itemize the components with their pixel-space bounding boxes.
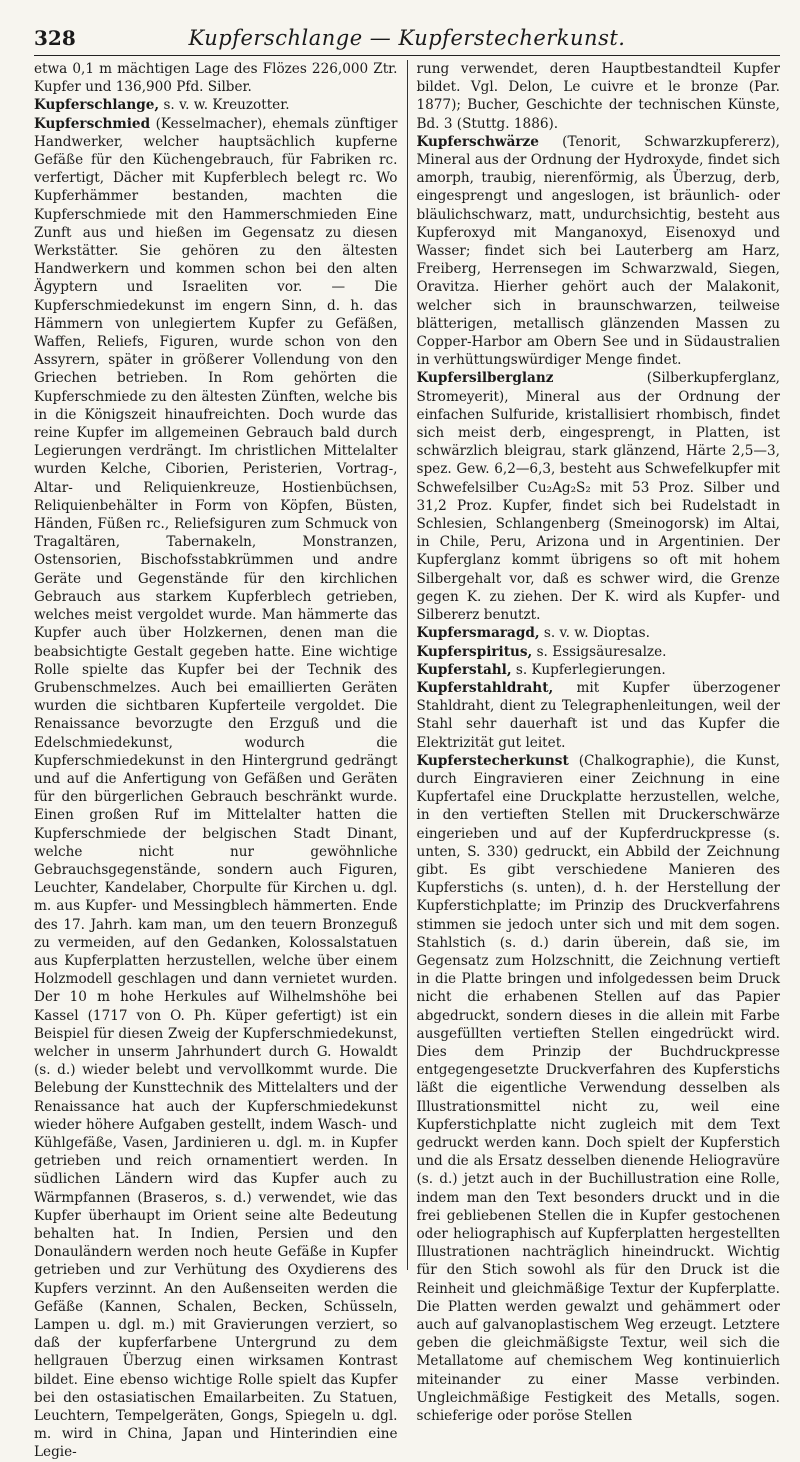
left-column — [34, 60, 406, 1461]
running-title: Kupferschlange — Kupferstecherkunst. — [188, 26, 626, 50]
entry-paragraph — [416, 60, 780, 133]
entry-paragraph — [416, 624, 780, 642]
entry-headword: Kupferstahldraht, — [416, 679, 554, 696]
entry-text: (Chalkographie), die Kunst, durch Eingravieren einer Zeichnung in eine Kupfertafel eine Druckplatte herzustellen, welche, in den vertieften Stellen mit Druckerschwärze eingerieben und auf der Kupferdruckpresse (s. unten, S. 330) gedruckt, ein Abbild der Zeichnung gibt. Es gibt verschiedene Manieren des Kupferstichs (s. unten), d. h. der Herstellung der Kupferstichplatte; im Prinzip des Druckverfahrens stimmen sie jedoch unter sich und mit dem sogen. Stahlstich (s. d.) darin überein, daß sie, im Gegensatz zum Holzschnitt, die Zeichnung vertieft in die Platte bringen und infolgedessen beim Druck nicht die erhabenen Stellen auf das Papier abgedruckt, sondern dieses in die allein mit Farbe ausgefüllten vertieften Stellen eingedrückt wird. Dies dem Prinzip der Buchdruckpresse entgegengesetzte Druckverfahren des Kupferstichs läßt die eigentliche Verwendung desselben als Illustrationsmittel nicht zu, weil eine Kupferstichplatte nicht zugleich mit dem Text gedruckt werden kann. Doch spielt der Kupferstich und die als Ersatz desselben dienende Heliogravüre (s. d.) jetzt auch in der Buchillustration eine Rolle, indem man den Text besonders druckt und in die frei gebliebenen Stellen die in Kupfer gestochenen oder heliographisch auf Kupferplatten hergestellten Illustrationen nachträglich hineindruckt. Wichtig für den Stich sowohl als für den Druck ist die Reinheit und gleichmäßige Textur der Kupferplatte. Die Platten werden gewalzt und gehämmert oder auch auf galvanoplastischem Weg erzeugt. Letztere geben die gleichmäßigste Textur, weil sich die Metallatome auf chemischem Weg kontinuierlich miteinander zu einer Masse verbinden. Ungleichmäßige Festigkeit des Metalls, sogen. schieferige oder poröse Stellen — [416, 752, 780, 1425]
entry-paragraph — [34, 60, 398, 96]
entry-headword: Kupferstahl, — [416, 661, 512, 678]
entry-headword: Kupfersmaragd, — [416, 625, 540, 642]
entry-headword: Kupferschmied — [34, 115, 151, 132]
entry-paragraph — [416, 752, 780, 1426]
text-columns — [34, 60, 780, 1461]
entry-paragraph — [34, 96, 398, 114]
entry-paragraph — [416, 369, 780, 624]
entry-headword: Kupferstecherkunst — [416, 752, 569, 769]
entry-paragraph — [416, 679, 780, 752]
entry-text: (Silberkupferglanz, Stromeyerit), Mineral aus der Ordnung der einfachen Sulfuride, kristallisiert rhombisch, findet sich meist derb, eingesprengt, in Platten, ist schwärzlich bleigrau, stark glänzend, Härte 2,5—3, spez. Gew. 6,2—6,3, besteht aus Schwefelkupfer mit Schwefelsilber Cu₂Ag₂S₂ mit 53 Proz. Silber und 31,2 Proz. Kupfer, findet sich bei Rudelstadt in Schlesien, Schlangenberg (Smeinogorsk) im Altai, in Chile, Peru, Arizona und in Argentinien. Der Kupferglanz kommt übrigens so oft mit hohem Silbergehalt vor, daß es schwer wird, die Grenze gegen K. zu ziehen. Der K. wird als Kupfer- und Silbererz benutzt. — [416, 370, 780, 624]
entry-text: s. Kupferlegierungen. — [511, 661, 666, 678]
entry-text: s. v. w. Kreuzotter. — [159, 97, 290, 114]
right-column — [408, 60, 780, 1425]
entry-headword: Kupferschwärze — [416, 133, 539, 150]
entry-paragraph — [416, 133, 780, 370]
entry-paragraph — [416, 643, 780, 661]
page-header — [34, 16, 780, 56]
column-divider — [407, 60, 408, 1270]
entry-text: rung verwendet, deren Hauptbestandteil Kupfer bildet. Vgl. Delon, Le cuivre et le bronze (Par. 1877); Bucher, Geschichte der technischen Künste, Bd. 3 (Stuttg. 1886). — [416, 61, 780, 132]
entry-text: s. Essigsäuresalze. — [532, 643, 667, 660]
entry-text: s. v. w. Dioptas. — [539, 625, 650, 642]
entry-text: mit Kupfer überzogener Stahldraht, dient zu Telegraphenleitungen, weil der Stahl sehr dauerhaft ist und das Kupfer die Elektrizität gut leitet. — [416, 679, 780, 751]
entry-text: etwa 0,1 m mächtigen Lage des Flözes 226,000 Ztr. Kupfer und 136,900 Pfd. Silber. — [34, 61, 398, 96]
entry-text: (Kesselmacher), ehemals zünftiger Handwerker, welcher hauptsächlich kupferne Gefäße für den Küchengebrauch, für Fabriken rc. verfertigt, Dächer mit Kupferblech belegt rc. Wo Kupferhämmer bestanden, machten die Kupferschmiede mit den Hammerschmieden Eine Zunft aus und hießen im Gegensatz zu diesen Werkstätter. Sie gehören zu den ältesten Handwerkern und kommen schon bei den alten Ägyptern und Israeliten vor. — Die Kupferschmiedekunst im engern Sinn, d. h. das Hämmern von unlegiertem Kupfer zu Gefäßen, Waffen, Reliefs, Figuren, wurde schon von den Assyrern, später in größerer Vollendung von den Griechen betrieben. In Rom gehörten die Kupferschmiede zu den ältesten Zünften, welche bis in die Königszeit hinaufreichten. Doch wurde das reine Kupfer im allgemeinen Gebrauch bald durch Legierungen verdrängt. Im christlichen Mittelalter wurden Kelche, Ciborien, Peristerien, Vortrag-, Altar- und Reliquienkreuze, Hostienbüchsen, Reliquienbehälter in Form von Köpfen, Büsten, Händen, Füßen rc., Reliefsiguren zum Schmuck von Tragaltären, Tabernakeln, Monstranzen, Ostensorien, Bischofsstabkrümmen und andre Geräte und Gegenstände für den kirchlichen Gebrauch aus starkem Kupferblech getrieben, welches meist vergoldet wurde. Man hämmerte das Kupfer auch über Holzkernen, denen man die beabsichtigte Gestalt gegeben hatte. Eine wichtige Rolle spielte das Kupfer bei der Technik des Grubenschmelzes. Auch bei emaillierten Geräten wurden die sichtbaren Kupferteile vergoldet. Die Renaissance bevorzugte den Erzguß und die Edelschmiedekunst, wodurch die Kupferschmiedekunst in den Hintergrund gedrängt und auf die Anfertigung von Gefäßen und Geräten für den bürgerlichen Gebrauch beschränkt wurde. Einen großen Ruf im Mittelalter hatten die Kupferschmiede der belgischen Stadt Dinant, welche nicht nur gewöhnliche Gebrauchsgegenstände, sondern auch Figuren, Leuchter, Kandelaber, Chorpulte für Kirchen u. dgl. m. aus Kupfer- und Messingblech hämmerten. Ende des 17. Jahrh. kam man, um den teuern Bronzeguß zu vermeiden, auf den Gedanken, Kolossalstatuen aus Kupferplatten herzustellen, welche über einem Holzmodell geschlagen und dann vernietet wurden. Der 10 m hohe Herkules auf Wilhelmshöhe bei Kassel (1717 von O. Ph. Küper gefertigt) ist ein Beispiel für diesen Zweig der Kupferschmiedekunst, welcher in unserm Jahrhundert durch G. Howaldt (s. d.) wieder belebt und vervollkommt wurde. Die Belebung der Kunsttechnik des Mittelalters und der Renaissance hat auch der Kupferschmiedekunst wieder höhere Aufgaben gestellt, indem Wasch- und Kühlgefäße, Vasen, Jardinieren u. dgl. m. in Kupfer getrieben und reich ornamentiert werden. In südlichen Ländern wird das Kupfer auch zu Wärmpfannen (Braseros, s. d.) verwendet, wie das Kupfer überhaupt im Orient seine alte Bedeutung behalten hat. In Indien, Persien und den Donauländern werden noch heute Gefäße in Kupfer getrieben und zur Verhütung des Oxydierens des Kupfers verzinnt. An den Außenseiten werden die Gefäße (Kannen, Schalen, Becken, Schüsseln, Lampen u. dgl. m.) mit Gravierungen verziert, so daß der kupferfarbene Untergrund zu dem hellgrauen Überzug einen wirksamen Kontrast bildet. Eine ebenso wichtige Rolle spielt das Kupfer bei den ostasiatischen Emailarbeiten. Zu Statuen, Leuchtern, Tempelgeräten, Gongs, Spiegeln u. dgl. m. wird in China, Japan und Hinterindien eine Legie- — [34, 115, 398, 1461]
entry-headword: Kupferschlange, — [34, 97, 160, 114]
entry-paragraph — [34, 115, 398, 1462]
entry-text: (Tenorit, Schwarzkupfererz), Mineral aus der Ordnung der Hydroxyde, findet sich amorph, traubig, nierenförmig, als Überzug, derb, eingesprengt und angeslogen, ist bräunlich- oder bläulichschwarz, matt, undurchsichtig, besteht aus Kupferoxyd mit Manganoxyd, Eisenoxyd und Wasser; findet sich bei Lauterberg am Harz, Freiberg, Herrensegen im Schwarzwald, Siegen, Oravitza. Hierher gehört auch der Malakonit, welcher sich in braunschwarzen, teilweise blätterigen, metallisch glänzenden Massen zu Copper-Harbor am Obern See und in Südaustralien in verhüttungswürdiger Menge findet. — [416, 133, 780, 369]
entry-paragraph — [416, 661, 780, 679]
page-number: 328 — [34, 26, 76, 50]
entry-headword: Kupfersilberglanz — [416, 370, 554, 387]
entry-headword: Kupferspiritus, — [416, 643, 533, 660]
